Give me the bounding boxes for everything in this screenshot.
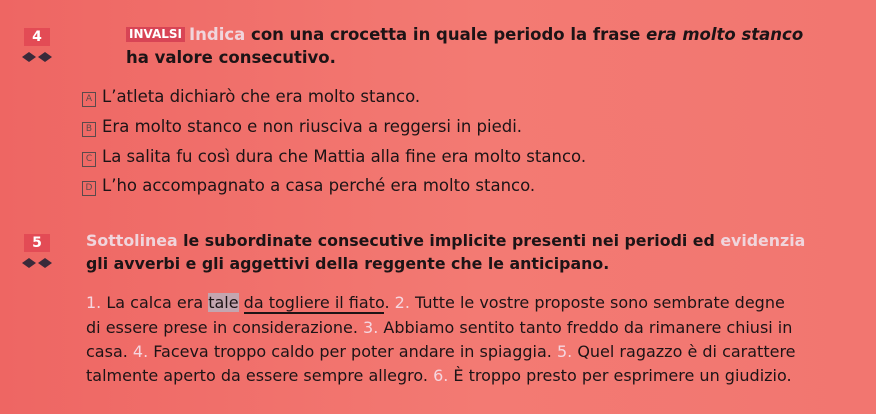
option-d[interactable] bbox=[82, 175, 535, 197]
exercise-4-prompt bbox=[126, 24, 803, 46]
invalsi-badge: INVALSI bbox=[126, 27, 185, 42]
prompt-highlight-verb: evidenzia bbox=[720, 231, 806, 250]
sentence-text: casa. bbox=[86, 342, 133, 361]
option-c-text: La salita fu così dura che Mattia alla fine era molto stanco. bbox=[102, 147, 587, 166]
highlighted-word: tale bbox=[208, 293, 239, 312]
checkbox-d[interactable]: D bbox=[82, 181, 96, 196]
prompt-text: le subordinate consecutive implicite presenti nei periodi ed bbox=[177, 231, 721, 250]
sentence-text: Abbiamo sentito tanto freddo da rimanere chiusi in bbox=[378, 318, 793, 337]
checkbox-c[interactable]: C bbox=[82, 152, 96, 167]
sentence-number: 2. bbox=[394, 293, 410, 312]
sentence-text: di essere prese in considerazione. bbox=[86, 318, 364, 337]
prompt-underline-verb: Sottolinea bbox=[86, 231, 178, 250]
sentence-text: . bbox=[384, 293, 395, 312]
sentence-text: La calca era bbox=[101, 293, 209, 312]
sentence-number: 6. bbox=[433, 366, 449, 385]
exercise-5-text-line-4 bbox=[86, 365, 792, 387]
option-a[interactable] bbox=[82, 86, 420, 108]
sentence-text: Tutte le vostre proposte sono sembrate degne bbox=[409, 293, 785, 312]
exercise-4-number: 4 bbox=[24, 28, 50, 46]
sentence-text: È troppo presto per esprimere un giudizio. bbox=[448, 366, 792, 385]
sentence-text: Quel ragazzo è di carattere bbox=[572, 342, 796, 361]
difficulty-diamonds-icon bbox=[22, 52, 76, 62]
option-a-text: L’atleta dichiarò che era molto stanco. bbox=[102, 87, 421, 106]
exercise-5-text-line-2 bbox=[86, 317, 792, 339]
sentence-number: 3. bbox=[363, 318, 379, 337]
sentence-text: talmente aperto da essere sempre allegro. bbox=[86, 366, 434, 385]
exercise-5-number: 5 bbox=[24, 234, 50, 252]
sentence-number: 5. bbox=[556, 342, 573, 361]
exercise-5-text-line-1 bbox=[86, 292, 785, 314]
option-b-text: Era molto stanco e non riusciva a reggersi in piedi. bbox=[102, 117, 523, 136]
sentence-number: 1. bbox=[86, 293, 102, 312]
option-c[interactable] bbox=[82, 146, 586, 168]
sentence-number: 4. bbox=[132, 342, 149, 361]
option-b[interactable] bbox=[82, 116, 522, 138]
checkbox-a[interactable]: A bbox=[82, 92, 96, 107]
exercise-5-prompt bbox=[86, 230, 805, 252]
difficulty-diamonds-icon bbox=[22, 258, 76, 268]
underlined-clause: da togliere il fiato bbox=[243, 293, 385, 312]
exercise-4-prompt-line2: ha valore consecutivo. bbox=[126, 48, 336, 67]
sentence-text: Faceva troppo caldo per poter andare in spiaggia. bbox=[148, 342, 557, 361]
exercise-5-text-line-3 bbox=[86, 341, 796, 363]
option-d-text: L’ho accompagnato a casa perché era molto stanco. bbox=[102, 176, 536, 195]
exercise-5-prompt-line2: gli avverbi e gli aggettivi della reggente che le anticipano. bbox=[86, 254, 610, 273]
prompt-text: con una crocetta in quale periodo la frase bbox=[245, 25, 647, 44]
checkbox-b[interactable]: B bbox=[82, 122, 96, 137]
prompt-verb: Indica bbox=[189, 25, 246, 44]
sentence-text bbox=[239, 293, 244, 312]
prompt-italic-phrase: era molto stanco bbox=[646, 25, 804, 44]
